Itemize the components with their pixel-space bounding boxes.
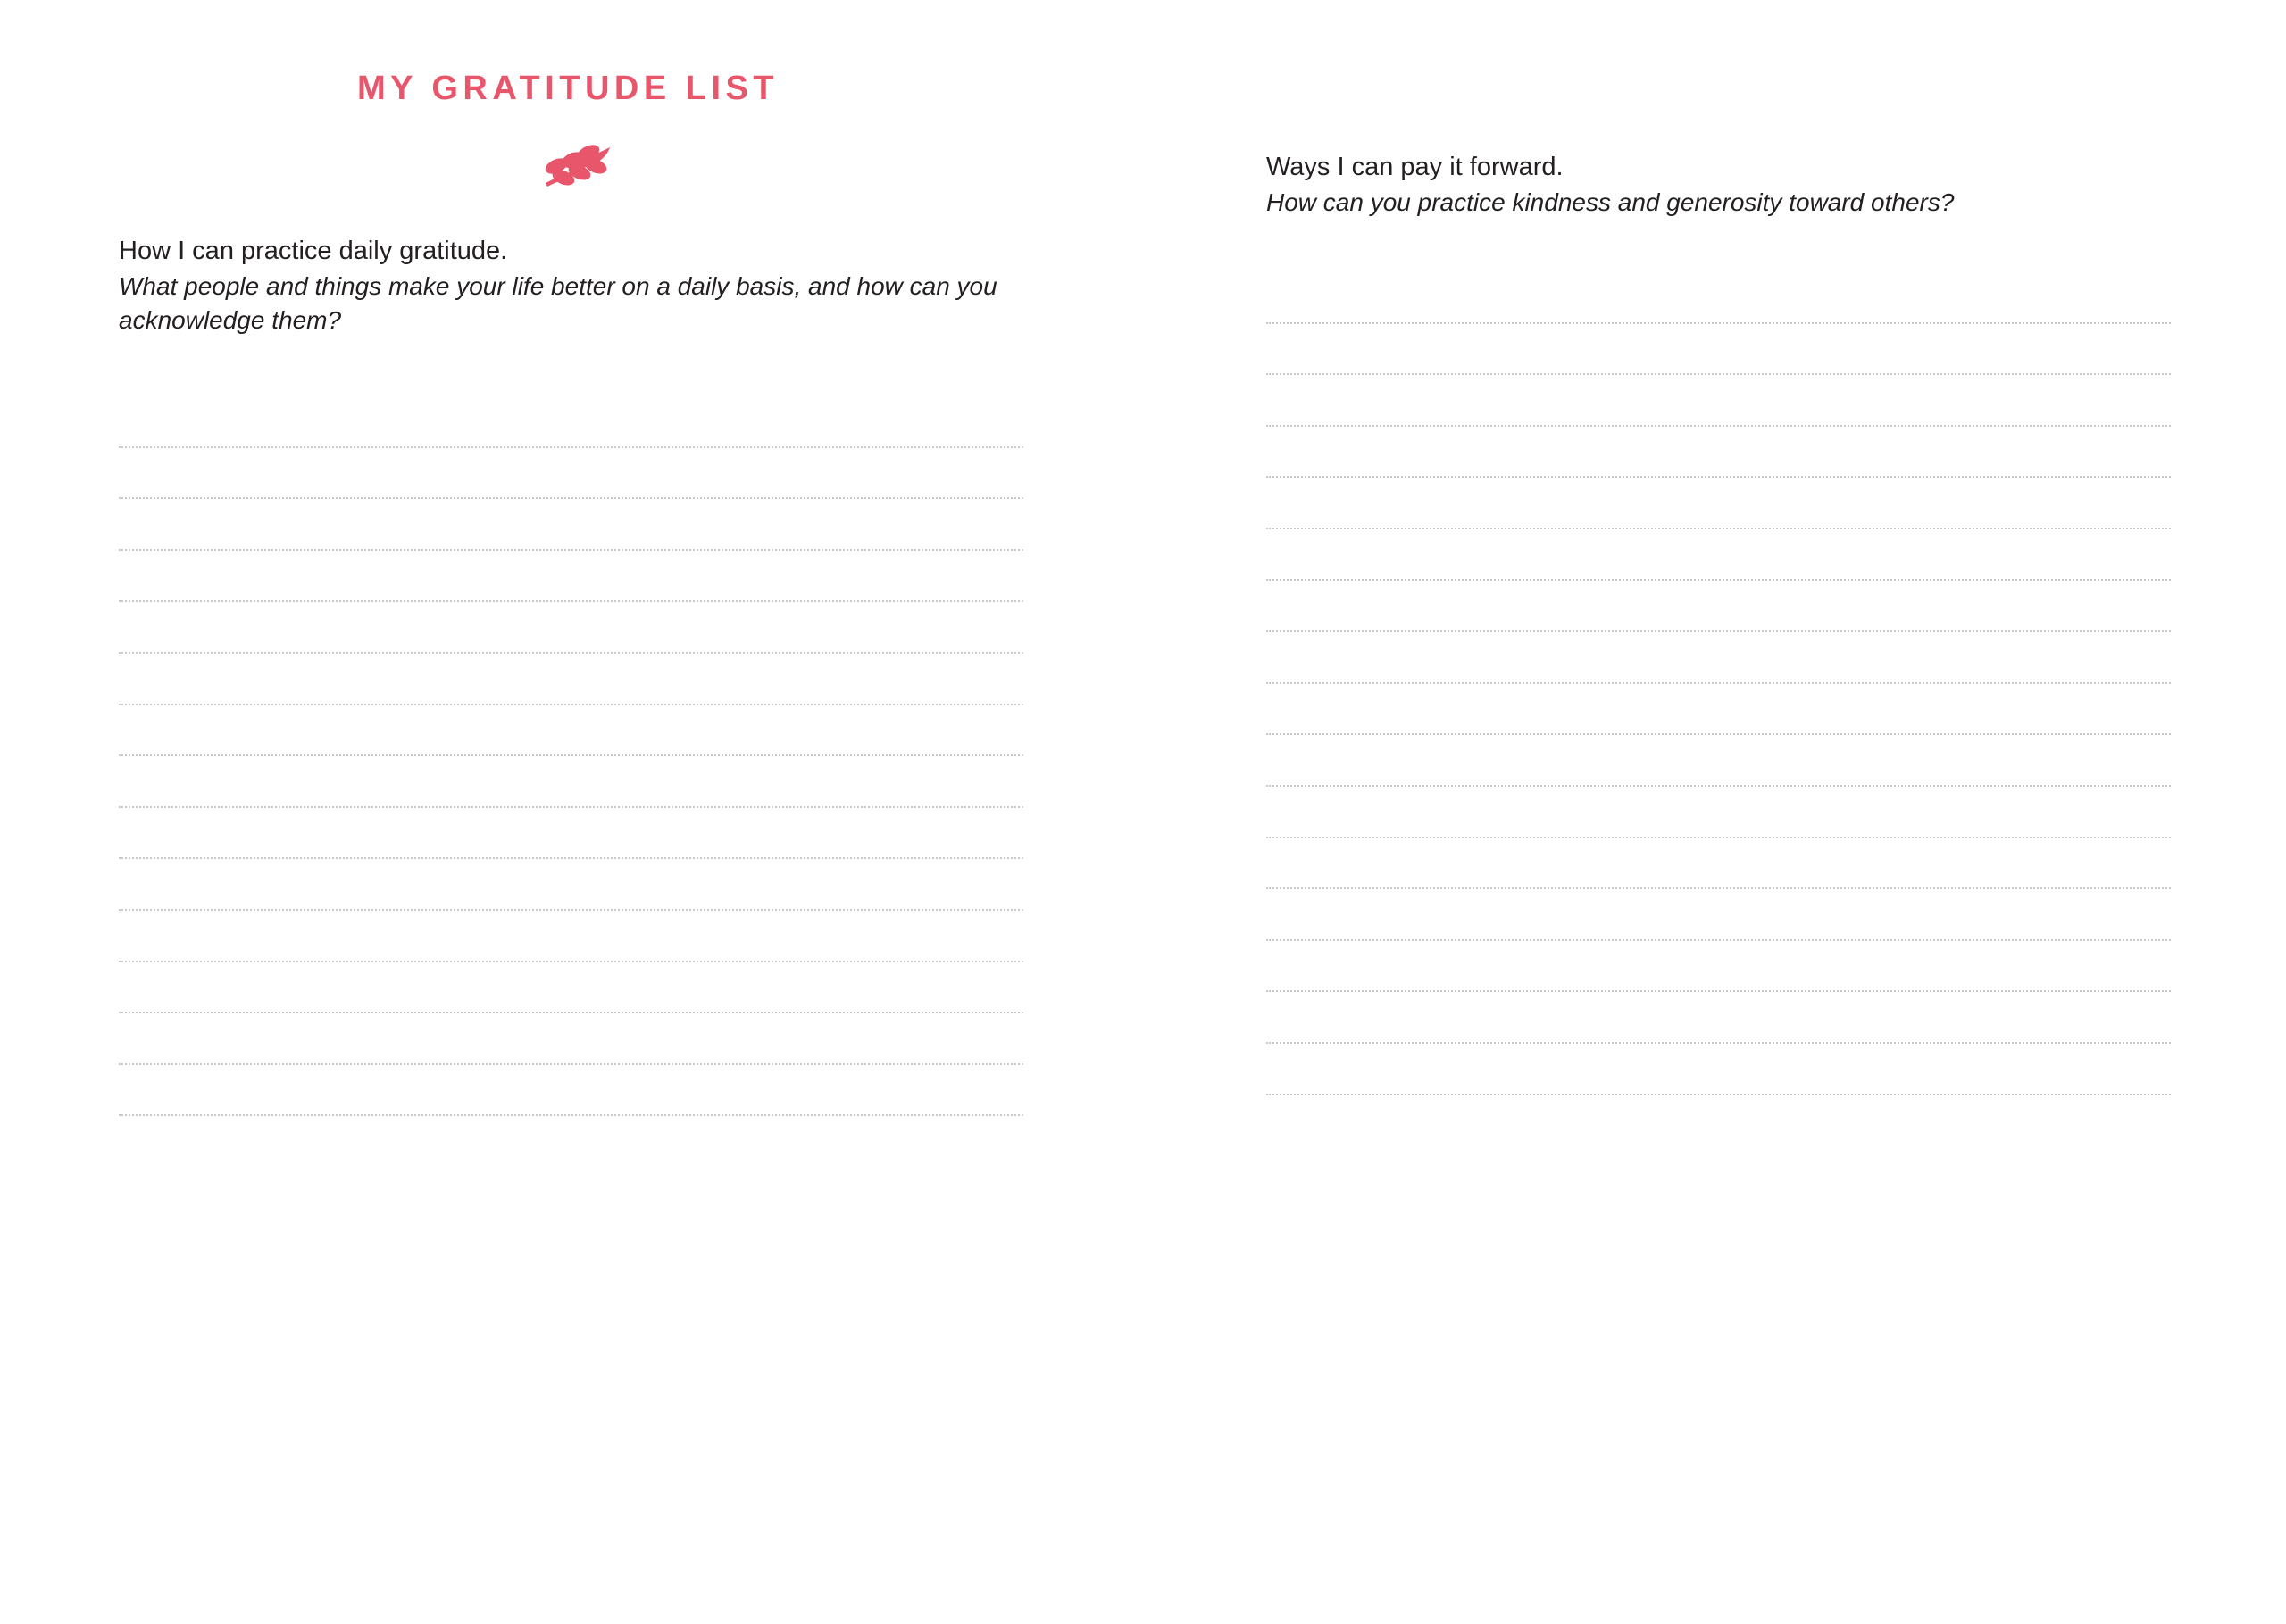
right-column-prompt <box>1266 150 2171 220</box>
writing-line[interactable] <box>1266 941 2171 993</box>
writing-line[interactable] <box>119 756 1023 808</box>
writing-line[interactable] <box>119 654 1023 705</box>
writing-line[interactable] <box>1266 272 2171 324</box>
right-prompt-question: How can you practice kindness and generosity toward others? <box>1266 188 1955 217</box>
writing-line[interactable] <box>119 1065 1023 1117</box>
writing-line[interactable] <box>1266 1044 2171 1095</box>
writing-line[interactable] <box>1266 838 2171 890</box>
writing-line[interactable] <box>1266 684 2171 736</box>
left-writing-lines[interactable] <box>119 396 1023 1116</box>
writing-line[interactable] <box>1266 787 2171 838</box>
writing-line[interactable] <box>1266 889 2171 941</box>
right-prompt-heading: Ways I can pay it forward. <box>1266 153 1564 181</box>
right-writing-lines[interactable] <box>1266 272 2171 1095</box>
writing-line[interactable] <box>1266 992 2171 1044</box>
writing-line[interactable] <box>119 551 1023 603</box>
left-column-prompt <box>119 234 1023 337</box>
writing-line[interactable] <box>119 808 1023 860</box>
writing-line[interactable] <box>119 1013 1023 1065</box>
writing-line[interactable] <box>1266 427 2171 479</box>
writing-line[interactable] <box>1266 375 2171 427</box>
writing-line[interactable] <box>119 911 1023 962</box>
writing-line[interactable] <box>1266 581 2171 633</box>
writing-line[interactable] <box>119 705 1023 757</box>
page-title: MY GRATITUDE LIST <box>357 70 780 107</box>
writing-line[interactable] <box>1266 478 2171 529</box>
writing-line[interactable] <box>119 448 1023 500</box>
left-prompt-question: What people and things make your life better on a daily basis, and how can you acknowledge them? <box>119 272 997 334</box>
writing-line[interactable] <box>119 859 1023 911</box>
writing-line[interactable] <box>1266 632 2171 684</box>
writing-line[interactable] <box>1266 735 2171 787</box>
writing-line[interactable] <box>119 396 1023 448</box>
writing-line[interactable] <box>1266 529 2171 581</box>
leaf-branch-icon <box>513 138 647 201</box>
writing-line[interactable] <box>119 499 1023 551</box>
writing-line[interactable] <box>1266 324 2171 376</box>
left-prompt-heading: How I can practice daily gratitude. <box>119 237 508 265</box>
writing-line[interactable] <box>119 962 1023 1014</box>
writing-line[interactable] <box>119 602 1023 654</box>
